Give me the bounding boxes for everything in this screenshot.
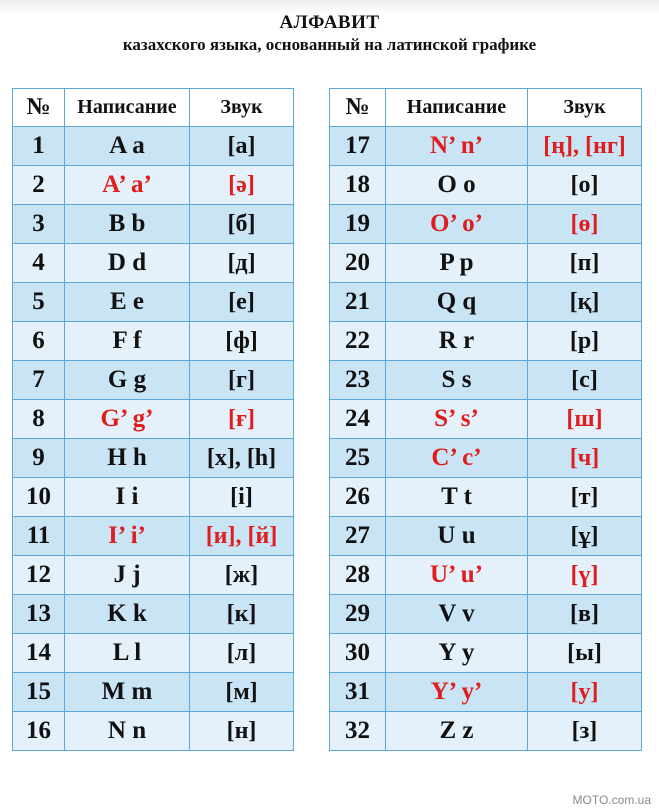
table-row [330, 127, 642, 166]
table-row [13, 205, 294, 244]
table-row [330, 478, 642, 517]
table-row [330, 166, 642, 205]
table-row [13, 400, 294, 439]
letter-sound: [б] [190, 205, 294, 244]
table-row [13, 439, 294, 478]
letter-sound: [г] [190, 361, 294, 400]
letter-sound: [ұ] [528, 517, 642, 556]
letter-sound: [ч] [528, 439, 642, 478]
letter-writing: R r [386, 322, 528, 361]
table-row [13, 322, 294, 361]
table-row [13, 517, 294, 556]
letter-number: 12 [13, 556, 65, 595]
header-writing: Написание [65, 89, 190, 127]
letter-number: 13 [13, 595, 65, 634]
letter-number: 26 [330, 478, 386, 517]
letter-writing: L l [65, 634, 190, 673]
letter-sound: [ө] [528, 205, 642, 244]
table-row [13, 127, 294, 166]
letter-sound: [д] [190, 244, 294, 283]
alphabet-table-left [12, 88, 294, 751]
letter-sound: [a] [190, 127, 294, 166]
letter-writing: U’ u’ [386, 556, 528, 595]
letter-writing: N n [65, 712, 190, 751]
letter-writing: G’ g’ [65, 400, 190, 439]
letter-sound: [ғ] [190, 400, 294, 439]
letter-writing: H h [65, 439, 190, 478]
table-row [13, 595, 294, 634]
letter-sound: [e] [190, 283, 294, 322]
letter-writing: U u [386, 517, 528, 556]
letter-number: 20 [330, 244, 386, 283]
letter-writing: A’ a’ [65, 166, 190, 205]
letter-sound: [в] [528, 595, 642, 634]
letter-sound: [ң], [нг] [528, 127, 642, 166]
letter-writing: P p [386, 244, 528, 283]
letter-number: 28 [330, 556, 386, 595]
letter-sound: [к] [190, 595, 294, 634]
table-gap [293, 88, 329, 782]
letter-sound: [o] [528, 166, 642, 205]
letter-sound: [н] [190, 712, 294, 751]
table-row [330, 634, 642, 673]
letter-number: 24 [330, 400, 386, 439]
table-row [13, 166, 294, 205]
header-sound: Звук [528, 89, 642, 127]
letter-writing: Y’ y’ [386, 673, 528, 712]
letter-number: 15 [13, 673, 65, 712]
letter-sound: [i] [190, 478, 294, 517]
letter-writing: N’ n’ [386, 127, 528, 166]
letter-sound: [қ] [528, 283, 642, 322]
letter-number: 25 [330, 439, 386, 478]
letter-sound: [ы] [528, 634, 642, 673]
table-row [13, 556, 294, 595]
alphabet-table-right-body [330, 89, 642, 751]
letter-writing: D d [65, 244, 190, 283]
table-row [330, 712, 642, 751]
table-row [330, 556, 642, 595]
letter-number: 18 [330, 166, 386, 205]
letter-writing: J j [65, 556, 190, 595]
letter-writing: G g [65, 361, 190, 400]
letter-writing: A a [65, 127, 190, 166]
letter-sound: [з] [528, 712, 642, 751]
header-sound: Звук [190, 89, 294, 127]
table-row [13, 634, 294, 673]
letter-writing: O o [386, 166, 528, 205]
letter-sound: [и], [й] [190, 517, 294, 556]
letter-writing: B b [65, 205, 190, 244]
letter-sound: [м] [190, 673, 294, 712]
letter-number: 29 [330, 595, 386, 634]
letter-number: 4 [13, 244, 65, 283]
letter-number: 14 [13, 634, 65, 673]
table-row [330, 283, 642, 322]
table-row [13, 361, 294, 400]
alphabet-table-right [329, 88, 642, 751]
letter-writing: I i [65, 478, 190, 517]
letter-sound: [п] [528, 244, 642, 283]
table-row [330, 205, 642, 244]
letter-writing: S s [386, 361, 528, 400]
letter-number: 31 [330, 673, 386, 712]
header-writing: Написание [386, 89, 528, 127]
letter-number: 8 [13, 400, 65, 439]
letter-sound: [c] [528, 361, 642, 400]
letter-sound: [ə] [190, 166, 294, 205]
table-row [330, 361, 642, 400]
table-header-row [330, 89, 642, 127]
letter-number: 2 [13, 166, 65, 205]
page-title: АЛФАВИТ [279, 12, 380, 33]
letter-sound: [ш] [528, 400, 642, 439]
letter-writing: Y y [386, 634, 528, 673]
letter-number: 1 [13, 127, 65, 166]
letter-writing: I’ i’ [65, 517, 190, 556]
letter-number: 22 [330, 322, 386, 361]
letter-writing: K k [65, 595, 190, 634]
letter-number: 9 [13, 439, 65, 478]
letter-number: 7 [13, 361, 65, 400]
letter-number: 16 [13, 712, 65, 751]
letter-writing: S’ s’ [386, 400, 528, 439]
letter-number: 5 [13, 283, 65, 322]
table-row [330, 244, 642, 283]
table-row [13, 283, 294, 322]
letter-number: 30 [330, 634, 386, 673]
letter-writing: V v [386, 595, 528, 634]
letter-writing: C’ c’ [386, 439, 528, 478]
table-row [330, 439, 642, 478]
table-row [330, 595, 642, 634]
letter-number: 19 [330, 205, 386, 244]
letter-writing: Q q [386, 283, 528, 322]
letter-sound: [p] [528, 322, 642, 361]
letter-writing: E e [65, 283, 190, 322]
table-row [13, 673, 294, 712]
letter-sound: [ү] [528, 556, 642, 595]
letter-sound: [т] [528, 478, 642, 517]
letter-writing: F f [65, 322, 190, 361]
letter-number: 23 [330, 361, 386, 400]
table-row [330, 517, 642, 556]
letter-number: 3 [13, 205, 65, 244]
letter-writing: T t [386, 478, 528, 517]
table-row [13, 244, 294, 283]
letter-number: 27 [330, 517, 386, 556]
watermark: MOTO.com.ua [572, 793, 651, 807]
letter-sound: [ж] [190, 556, 294, 595]
table-header-row [13, 89, 294, 127]
letter-sound: [x], [h] [190, 439, 294, 478]
letter-sound: [ф] [190, 322, 294, 361]
table-row [330, 322, 642, 361]
letter-number: 10 [13, 478, 65, 517]
letter-sound: [у] [528, 673, 642, 712]
table-row [13, 478, 294, 517]
letter-sound: [л] [190, 634, 294, 673]
letter-number: 17 [330, 127, 386, 166]
table-row [330, 673, 642, 712]
header-number: № [330, 89, 386, 127]
letter-writing: M m [65, 673, 190, 712]
letter-writing: O’ o’ [386, 205, 528, 244]
letter-number: 21 [330, 283, 386, 322]
letter-number: 32 [330, 712, 386, 751]
alphabet-table-left-body [13, 89, 294, 751]
header-number: № [13, 89, 65, 127]
letter-writing: Z z [386, 712, 528, 751]
table-row [13, 712, 294, 751]
letter-number: 11 [13, 517, 65, 556]
letter-number: 6 [13, 322, 65, 361]
page-subtitle: казахского языка, основанный на латинской графике [122, 35, 537, 54]
table-row [330, 400, 642, 439]
